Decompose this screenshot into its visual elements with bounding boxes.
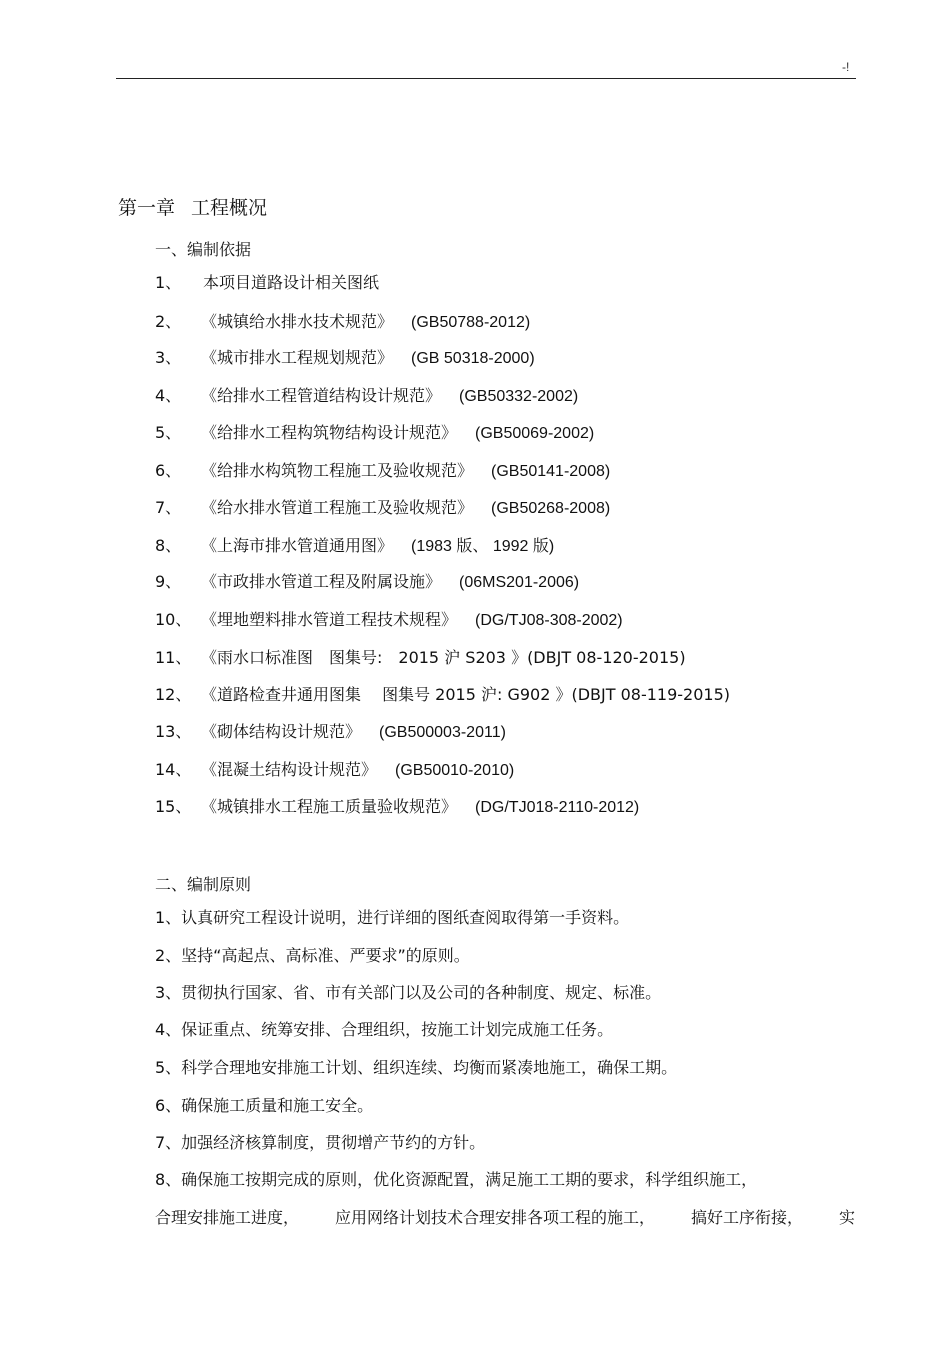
basis-item: [155, 797, 639, 818]
basis-item: [155, 648, 686, 668]
basis-item-title: 《混凝土结构设计规范》: [201, 760, 378, 779]
basis-item-title: 《给排水构筑物工程施工及验收规范》: [201, 461, 474, 480]
basis-item-title: 《上海市排水管道通用图》: [201, 536, 394, 555]
basis-item-number: 11、: [155, 648, 192, 667]
basis-item-title: 《城镇排水工程施工质量验收规范》: [201, 797, 458, 816]
principle-item: 7、加强经济核算制度，贯彻增产节约的方针。: [155, 1133, 486, 1152]
basis-item-title: 《雨水口标准图 图集号: 2015 沪 S203 》(DBJT 08-120-2015): [201, 648, 686, 667]
basis-item-number: 1、: [155, 273, 182, 292]
basis-item-code: (GB500003-2011): [379, 724, 506, 741]
header-rule: [116, 78, 856, 79]
principle-item: 4、保证重点、统筹安排、合理组织，按施工计划完成施工任务。: [155, 1020, 614, 1039]
basis-item-number: 8、: [155, 536, 182, 555]
section-heading-principles: 二、编制原则: [155, 875, 252, 894]
basis-item-code: (GB50010-2010): [395, 762, 515, 779]
basis-item-title: 《城市排水工程规划规范》: [201, 348, 394, 367]
basis-item-code: (DG/TJ08-308-2002): [475, 612, 623, 629]
basis-item-code: (GB 50318-2000): [411, 350, 535, 367]
continuation-segment: 应用网络计划技术合理安排各项工程的施工，: [334, 1208, 655, 1227]
basis-item-title: 《给排水工程构筑物结构设计规范》: [201, 423, 458, 442]
chapter-name: 工程概况: [191, 197, 268, 219]
basis-item-code: (06MS201-2006): [459, 574, 580, 591]
page-header-mark: -!: [842, 60, 850, 74]
basis-item: [155, 386, 578, 407]
continuation-segment: 实: [838, 1208, 855, 1227]
basis-item-title: 《道路检查井通用图集 图集号 2015 沪: G902 》(DBJT 08-119-2015): [201, 685, 731, 704]
basis-item: [155, 722, 506, 743]
basis-item: [155, 685, 730, 705]
basis-item: [155, 760, 514, 781]
basis-item-number: 12、: [155, 685, 192, 704]
basis-item-number: 4、: [155, 386, 182, 405]
basis-item: [155, 536, 554, 557]
principle-item: 5、科学合理地安排施工计划、组织连续、均衡而紧凑地施工，确保工期。: [155, 1058, 678, 1077]
basis-item: [155, 572, 579, 593]
basis-item-code: (1983 版、 1992 版): [411, 538, 555, 555]
principle-item: 6、确保施工质量和施工安全。: [155, 1096, 374, 1115]
principle-continuation-line: [155, 1208, 855, 1228]
basis-item: [155, 423, 594, 444]
basis-item: [155, 348, 535, 369]
basis-item-code: (GB50332-2002): [459, 388, 579, 405]
basis-item-code: (GB50268-2008): [491, 500, 611, 517]
basis-item-number: 10、: [155, 610, 192, 629]
basis-item-code: (GB50069-2002): [475, 425, 595, 442]
continuation-segment: 搞好工序衔接，: [690, 1208, 803, 1227]
basis-item-number: 3、: [155, 348, 182, 367]
principle-item: 2、坚持“高起点、高标准、严要求”的原则。: [155, 946, 470, 965]
basis-item-title: 《给排水工程管道结构设计规范》: [201, 386, 442, 405]
basis-item-number: 15、: [155, 797, 192, 816]
basis-item-title: 《城镇给水排水技术规范》: [201, 312, 394, 331]
basis-item-title: 本项目道路设计相关图纸: [203, 273, 380, 292]
chapter-label: 第一章: [118, 197, 176, 219]
basis-item-title: 《给水排水管道工程施工及验收规范》: [201, 498, 474, 517]
basis-item-number: 13、: [155, 722, 192, 741]
basis-item-title: 《市政排水管道工程及附属设施》: [201, 572, 442, 591]
continuation-segment: 合理安排施工进度，: [155, 1208, 300, 1227]
principle-item: 8、确保施工按期完成的原则，优化资源配置，满足施工工期的要求，科学组织施工，: [155, 1170, 758, 1189]
basis-item: [155, 273, 379, 293]
basis-item: [155, 461, 610, 482]
basis-item-number: 9、: [155, 572, 182, 591]
basis-item-number: 7、: [155, 498, 182, 517]
basis-item-number: 14、: [155, 760, 192, 779]
principle-item: 1、认真研究工程设计说明，进行详细的图纸查阅取得第一手资料。: [155, 908, 630, 927]
basis-item: [155, 498, 610, 519]
basis-item-code: (DG/TJ018-2110-2012): [475, 799, 640, 816]
basis-item: [155, 312, 530, 333]
chapter-title: [118, 193, 267, 220]
basis-item-number: 6、: [155, 461, 182, 480]
section-heading-basis: 一、编制依据: [155, 240, 252, 259]
basis-item-code: (GB50141-2008): [491, 463, 611, 480]
basis-item: [155, 610, 623, 631]
basis-item-title: 《埋地塑料排水管道工程技术规程》: [201, 610, 458, 629]
basis-item-number: 5、: [155, 423, 182, 442]
basis-item-title: 《砌体结构设计规范》: [201, 722, 362, 741]
basis-item-code: (GB50788-2012): [411, 314, 531, 331]
principle-item: 3、贯彻执行国家、省、市有关部门以及公司的各种制度、规定、标准。: [155, 983, 662, 1002]
basis-item-number: 2、: [155, 312, 182, 331]
